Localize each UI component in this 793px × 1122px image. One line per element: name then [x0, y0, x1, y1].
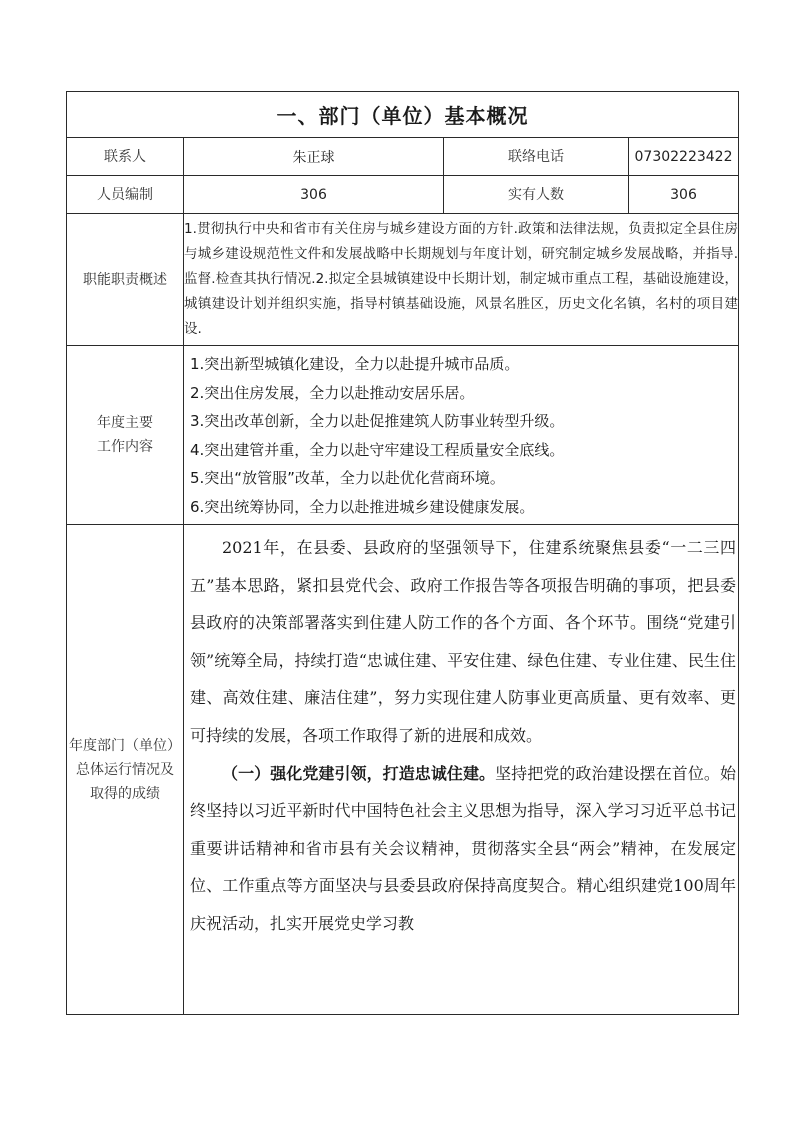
performance-label: [67, 525, 184, 1015]
contact-label: 联系人: [67, 138, 184, 176]
phone-value: 07302223422: [629, 138, 739, 176]
duties-label: 职能职责概述: [67, 214, 184, 346]
staff-label: 人员编制: [67, 176, 184, 214]
list-item: 2.突出住房发展，全力以赴推动安居乐居。: [190, 383, 475, 402]
section-title: 一、部门（单位）基本概况: [67, 92, 739, 138]
contact-value: 朱正球: [184, 138, 444, 176]
staff-value: 306: [184, 176, 444, 214]
list-item: 6.突出统筹协同，全力以赴推进城乡建设健康发展。: [190, 497, 535, 516]
annual-work-label-line2: 工作内容: [97, 439, 153, 455]
summary-paragraph-1: 2021年，在县委、县政府的坚强领导下，住建系统聚焦县委“一二三四五”基本思路，紧扣县党代会、政府工作报告等各项报告明确的事项，把县委县政府的决策部署落实到住建人防工作的各个方面、各个环节。围绕“党建引领”统筹全局，持续打造“忠诚住建、平安住建、绿色住建、专业住建、民生住建、高效住建、廉洁住建”，努力实现住建人防事业更高质量、更有效率、更可持续的发展，各项工作取得了新的进展和成效。: [190, 538, 736, 745]
list-item: 1.突出新型城镇化建设，全力以赴提升城市品质。: [190, 355, 520, 373]
summary-body: 坚持把党的政治建设摆在首位。始终坚持以习近平新时代中国特色社会主义思想为指导，深入学习习近平总书记重要讲话精神和省市县有关会议精神，贯彻落实全县“两会”精神，在发展定位、工作重点等方面坚决与县委县政府保持高度契合。精心组织建党100周年庆祝活动，扎实开展党史学习教: [190, 763, 736, 933]
annual-work-cell: [184, 346, 739, 525]
list-item: 5.突出“放管服”改革，全力以赴优化营商环境。: [190, 469, 505, 487]
performance-label-line3: 取得的成绩: [90, 785, 160, 802]
summary-paragraph-2: [190, 755, 736, 943]
list-item: 4.突出建管并重，全力以赴守牢建设工程质量安全底线。: [190, 440, 565, 459]
actual-staff-label: 实有人数: [444, 176, 629, 214]
performance-summary: [184, 525, 739, 1015]
actual-staff-value: 306: [629, 176, 739, 214]
annual-work-label-line1: 年度主要: [97, 415, 153, 431]
summary-heading: （一）强化党建引领，打造忠诚住建。: [222, 763, 496, 783]
annual-work-label: [67, 346, 184, 525]
duties-text: 1.贯彻执行中央和省市有关住房与城乡建设方面的方针.政策和法律法规，负责拟定全县住房与城乡建设规范性文件和发展战略中长期规划与年度计划，研究制定城乡发展战略，并指导.监督.检查其执行情况.2.拟定全县城镇建设中长期计划，制定城市重点工程，基础设施建设，城镇建设计划并组织实施，指导村镇基础设施，风景名胜区，历史文化名镇，名村的项目建设.: [184, 214, 739, 346]
list-item: 3.突出改革创新，全力以赴促推建筑人防事业转型升级。: [190, 412, 565, 430]
performance-label-line2: 总体运行情况及: [76, 761, 174, 778]
basic-info-table: [66, 91, 739, 1015]
annual-work-list: [184, 346, 738, 524]
phone-label: 联络电话: [444, 138, 629, 176]
performance-label-line1: 年度部门（单位）: [69, 737, 181, 754]
